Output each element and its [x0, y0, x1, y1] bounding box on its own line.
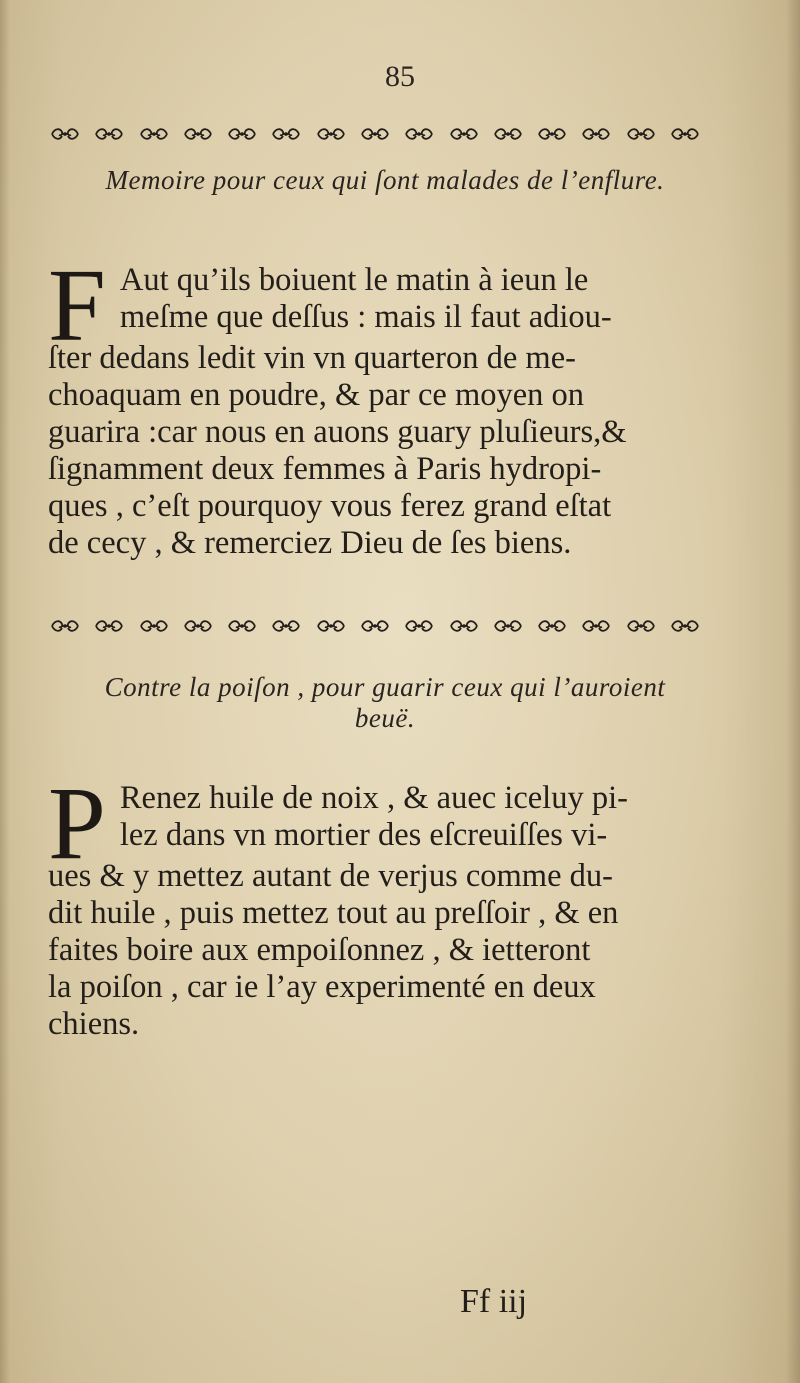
fleuron-ornament-icon	[183, 618, 213, 634]
text-line: de cecy , & remerciez Dieu de ſes biens.	[48, 525, 572, 561]
fleuron-ornament-icon	[449, 126, 479, 142]
fleuron-ornament-icon	[670, 126, 700, 142]
paragraph-poison	[48, 766, 700, 1043]
text-line: la poiſon , car ie l’ay experimenté en deux	[48, 969, 596, 1005]
fleuron-ornament-icon	[316, 126, 346, 142]
fleuron-ornament-icon	[493, 618, 523, 634]
text-line: faites boire aux empoiſonnez , & ietteront	[48, 932, 591, 968]
section-title-poison	[30, 672, 740, 734]
ornament-divider-middle	[50, 615, 700, 637]
fleuron-ornament-icon	[360, 126, 390, 142]
section-title-line: Contre la poiſon , pour guarir ceux qui l’auroient	[104, 672, 666, 702]
fleuron-ornament-icon	[183, 126, 213, 142]
text-line: choaquam en poudre, & par ce moyen on	[48, 377, 585, 413]
ornament-divider-top	[50, 123, 700, 145]
fleuron-ornament-icon	[271, 618, 301, 634]
text-line: ues & y mettez autant de verjus comme du-	[48, 858, 613, 894]
fleuron-ornament-icon	[94, 126, 124, 142]
fleuron-ornament-icon	[316, 618, 346, 634]
fleuron-ornament-icon	[50, 126, 80, 142]
paragraph-enflure	[48, 248, 700, 562]
fleuron-ornament-icon	[670, 618, 700, 634]
page-shadow-left	[0, 0, 10, 1383]
text-line: Renez huile de noix , & auec iceluy pi-	[119, 780, 628, 816]
fleuron-ornament-icon	[626, 126, 656, 142]
fleuron-ornament-icon	[227, 126, 257, 142]
text-line: dit huile , puis mettez tout au preſſoir , & en	[48, 895, 619, 931]
fleuron-ornament-icon	[139, 126, 169, 142]
fleuron-ornament-icon	[626, 618, 656, 634]
fleuron-ornament-icon	[50, 618, 80, 634]
fleuron-ornament-icon	[404, 126, 434, 142]
text-line: meſme que deſſus : mais il faut adiou-	[119, 299, 612, 335]
fleuron-ornament-icon	[404, 618, 434, 634]
fleuron-ornament-icon	[271, 126, 301, 142]
fleuron-ornament-icon	[581, 618, 611, 634]
fleuron-ornament-icon	[537, 126, 567, 142]
fleuron-ornament-icon	[139, 618, 169, 634]
printer-signature: Ff iij	[460, 1283, 528, 1320]
fleuron-ornament-icon	[227, 618, 257, 634]
text-line: Aut qu’ils boiuent le matin à ieun le	[119, 262, 589, 298]
fleuron-ornament-icon	[493, 126, 523, 142]
text-line: chiens.	[48, 1006, 140, 1042]
text-line: guarira :car nous en auons guary pluſieurs,&	[48, 414, 627, 450]
fleuron-ornament-icon	[537, 618, 567, 634]
dropcap-p: P	[48, 766, 106, 881]
text-line: ques , c’eſt pourquoy vous ferez grand eſtat	[48, 488, 612, 524]
section-title-enflure: Memoire pour ceux qui ſont malades de l’enflure.	[105, 165, 665, 195]
text-line: ſter dedans ledit vin vn quarteron de me-	[48, 340, 576, 376]
fleuron-ornament-icon	[94, 618, 124, 634]
page-shadow-right	[786, 0, 800, 1383]
fleuron-ornament-icon	[581, 126, 611, 142]
dropcap-f: F	[48, 248, 106, 363]
text-line: lez dans vn mortier des eſcreuiſſes vi-	[119, 817, 608, 853]
fleuron-ornament-icon	[449, 618, 479, 634]
section-title-line: beuë.	[354, 703, 416, 733]
text-line: ſignamment deux femmes à Paris hydropi-	[48, 451, 602, 487]
fleuron-ornament-icon	[360, 618, 390, 634]
page-number: 85	[385, 60, 415, 93]
